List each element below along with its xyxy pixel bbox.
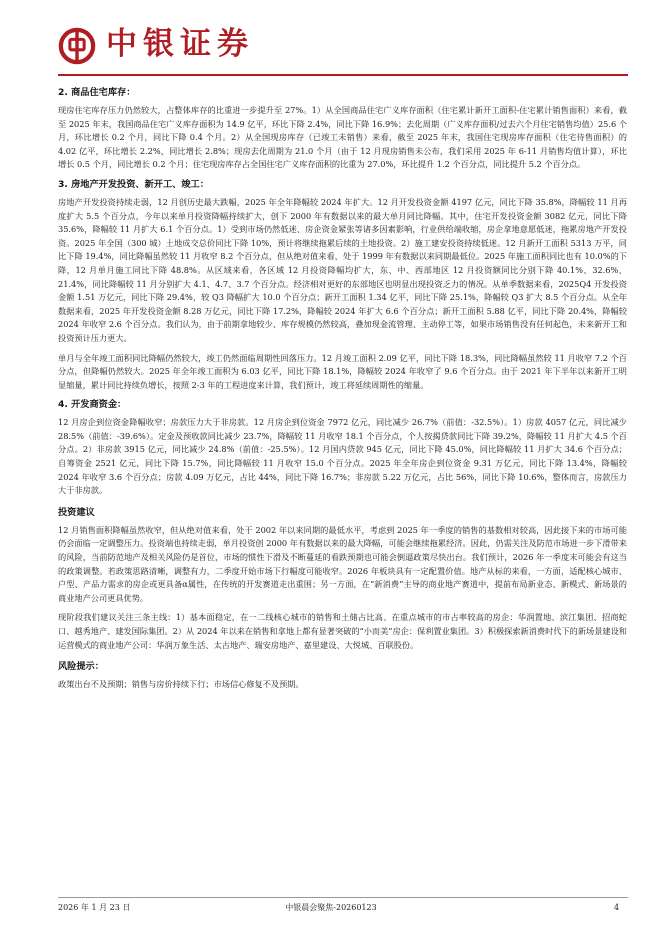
- footer-divider: [58, 897, 628, 898]
- paragraph-risk: 政策出台不及预期；销售与房价持续下行；市场信心修复不及预期。: [58, 679, 304, 690]
- header-divider: [58, 74, 628, 76]
- paragraph-investment-advice: 12 月销售面积降幅虽然收窄，但从绝对值来看，处于 2002 年以来同期的最低水平，考虑到 2025 年一季度的销售的基数相对较高，因此接下来的市场可能仍会面临一定调整压力。投资端也持续走弱，单月投资创 2000 年有数据以来的最大降幅，可能会继续拖累经济。因此，仍需关注及防范市场进一步下滑带来的风险，当前防范地产及相关风险仍是首位，市场的惯性下滑及不断蔓延的看跌预期也可能会倒逼政策尽快出台。我们预计，2026 年一季度末可能会有这当的政策调整。若政策思路清晰，调整有力，二季度开始市场下行幅度可能收窄。2026 年板块具有一定配置价值。地产从标的来看，一方面，适配核心城市、户型、产品力需求的房企或更具备α属性，在传统的开发赛道走出重围；另一方面，在“新消费”主导的商业地产赛道中，提前布局新业态、新模式、新场景的商业地产公司更具优势。: [58, 524, 627, 603]
- boc-logo-icon: [58, 27, 96, 65]
- section-title-investment-advice: 投资建议: [58, 506, 95, 518]
- section-title-risk: 风险提示：: [58, 661, 104, 673]
- section-title-housing-inventory: 2. 商品住宅库存：: [58, 87, 136, 98]
- brand-name: 中银证券: [106, 26, 254, 62]
- paragraph-completion: 单月与全年竣工面积同比降幅仍然较大，竣工仍然面临周期性回落压力。12 月竣工面积 2.09 亿平，同比下降 18.3%，同比降幅虽然较 11 月收窄 7.2 个百分点，但降幅仍然较大。2025 年全年竣工面积为 6.03 亿平，同比下降 18.1%，降幅较 2024 年收窄了 9.6 个百分点。由于 2021 年下半年以来新开工明显缩量，累计同比持续负增长，按照 2-3 年的工程进度来计算，我们预计，竣工将延续周期性的缩量。: [58, 352, 627, 390]
- section-title-investment: 3. 房地产开发投资、新开工、竣工：: [58, 178, 209, 190]
- section-title-developer-funds: 4. 开发商资金：: [58, 399, 127, 411]
- footer-date: 2026 年 1 月 23 日: [58, 903, 131, 912]
- page-number: 4: [614, 903, 620, 912]
- paragraph-recommended-stocks: 现阶段我们建议关注三条主线：1）基本面稳定，在一二线核心城市的销售和土储占比高、在重点城市的市占率较高的房企：华润置地、滨江集团、招商蛇口、越秀地产、建发国际集团。2）从 2024 年以来在销售和拿地上都有显著突破的“小而美”房企：保利置业集团。3）积极探索新消费时代下的新场景建设和运营模式的商业地产公司：华润万象生活、太古地产、瑞安房地产、嘉里建设、大悦城、百联股份。: [58, 612, 627, 650]
- page-header: [0, 0, 662, 76]
- paragraph-investment: 房地产开发投资持续走弱，12 月创历史最大跌幅，2025 年全年降幅较 2024 年扩大。12 月开发投资金额 4197 亿元，同比下降 35.8%，降幅较 11 月再度扩大 5.5 个百分点，今年以来单月投资降幅持续扩大，创下 2000 年有数据以来的最大单月同比降幅。其中，住宅开发投资金额 3082 亿元，同比下降 35.6%，降幅较 11 月扩大 6.1 个百分点。1）受到市场仍然低迷、房企资金紧张等诸多因素影响，行业供给端收缩，房企拿地意愿低迷，拖累房地产开发投资。2025 年全国（300 城）土地成交总价同比下降 10%，预计将继续拖累后续的土地投资。2）施工建安投资持续低迷。12 月新开工面积 5313 万平，同比下降 19.4%，同比降幅虽然较 11 月收窄 8.2 个百分点，但从绝对值来看，处于 1999 年有数据以来同期最低位。2025 年施工面积同比也有 10.0%的下降，12 月单月施工同比下降 48.8%。从区域来看，各区域 12 月投资降幅均扩大，东、中、西部地区 12 月投资额同比分别下降 40.1%、32.6%、21.4%，同比降幅较 11 月分别扩大 4.1、4.7、3.7 个百分点。经济相对更好的东部地区也明显出现投资乏力的情况。从单季数据来看，2025Q4 开发投资金额 1.51 万亿元，同比下降 29.4%，较 Q3 降幅扩大 10.0 个百分点；新开工面积 1.34 亿平，同比下降 25.1%，降幅较 Q3 扩大 8.5 个百分点。从全年数据来看，2025 年开发投资金额 8.28 万亿元，同比下降 17.2%，降幅较 2024 年扩大 6.6 个百分点；新开工面积 5.88 亿平，同比下降 20.4%，降幅较 2024 年收窄 2.6 个百分点。我们认为，由于前期拿地较少、库存规模仍然较高，叠加现金流管理、主动停工等，如果市场销售没有任何起色，未来新开工和投资预计压力更大。: [58, 196, 627, 343]
- paragraph-housing-inventory: 现房住宅库存压力仍然较大，占整体库存的比重进一步提升至 27%。1）从全国商品住宅广义库存面积（住宅累计新开工面积-住宅累计销售面积）来看，截至 2025 年末，我国商品住宅广义库存面积为 14.9 亿平，环比下降 2.4%，同比下降 16.9%；去化周期（广义库存面积/过去六个月住宅销售均值）25.6 个月，环比增长 0.2 个月，同比下降 0.4 个月。2）从全国现房库存（已竣工未销售）来看，截至 2025 年末，我国住宅现房库存面积（住宅待售面积）的 4.02 亿平，环比增长 2.2%，同比增长 2.8%；现房去化周期为 21.0 个月（由于 12 月现房销售未公布，我们采用 2025 年 6-11 月销售均值计算），环比增长 0.5 个月，同比增长 0.2 个月；住宅现房库存占全国住宅广义库存面积的比重为 27.0%，环比提升 1.2 个百分点，同比提升 5.2 个百分点。: [58, 105, 627, 170]
- paragraph-developer-funds: 12 月房企到位资金降幅收窄；房款压力大于非房款。12 月房企到位资金 7972 亿元，同比减少 26.7%（前值：-32.5%）。1）房款 4057 亿元，同比减少 28.5%（前值：-39.6%）。定金及预收款同比减少 23.7%，降幅较 11 月收窄 18.1 个百分点，个人按揭贷款同比下降 39.2%，降幅较 11 月扩大 4.5 个百分点。2）非房款 3915 亿元，同比减少 24.8%（前值：-25.5%）。12 月国内贷款 945 亿元，同比下降 45.0%，同比降幅较 11 月扩大 34.6 个百分点；自筹资金 2521 亿元，同比下降 15.7%，同比降幅较 11 月收窄 15.0 个百分点。2025 年全年房企到位资金 9.31 万亿元，同比下降 13.4%，降幅较 2024 年收窄 3.6 个百分点；房款 4.09 万亿元，占比 44%，同比下降 16.7%；非房款 5.22 万亿元，占比 56%，同比下降 10.6%，整体而言，房款压力大于非房款。: [58, 417, 627, 496]
- footer-doc-title: 中银晨会聚焦-20260123: [285, 903, 377, 912]
- report-body: [58, 80, 627, 692]
